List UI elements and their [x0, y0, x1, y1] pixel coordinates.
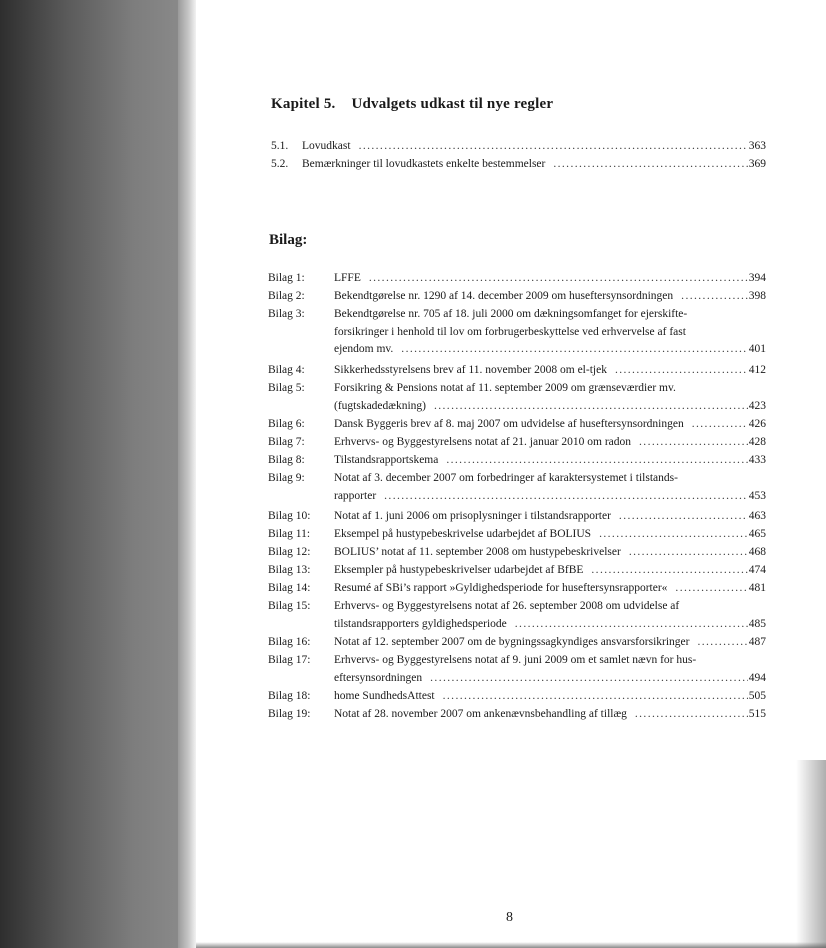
appendix-entry[interactable] [334, 580, 766, 597]
dot-leader [681, 288, 748, 305]
appendix-entry[interactable] [334, 398, 766, 415]
appendix-title-line: Erhvervs- og Byggestyrelsens notat af 26. september 2008 om udvidelse af [334, 600, 680, 612]
appendix-page: 487 [748, 636, 766, 648]
appendix-title-line: Forsikring & Pensions notat af 11. september 2009 om grænseværdier mv. [334, 382, 676, 394]
appendix-page: 474 [748, 564, 766, 576]
appendix-title-line: forsikringer i henhold til lov om forbrugerbeskyttelse ved erhvervelse af fast [334, 325, 686, 338]
appendix-title: Resumé af SBi’s rapport »Gyldighedsperiode for huseftersynsrapporter« [334, 582, 668, 594]
appendix-title: Sikkerhedsstyrelsens brev af 11. november 2008 om el-tjek [334, 364, 607, 376]
dot-leader [697, 634, 747, 651]
chapter-number: Kapitel 5. [271, 96, 336, 112]
appendix-label: Bilag 19: [268, 708, 311, 720]
chapter-heading [271, 96, 553, 113]
appendix-title: Dansk Byggeris brev af 8. maj 2007 om udvidelse af huseftersynsordningen [334, 418, 684, 430]
appendix-title: Notat af 12. september 2007 om de bygningssagkyndiges ansvarsforsikringer [334, 636, 690, 648]
dot-leader [599, 526, 748, 543]
document-page [196, 0, 826, 948]
appendix-page: 398 [748, 290, 766, 302]
appendix-title-line: Erhvervs- og Byggestyrelsens notat af 9. juni 2009 om et samlet nævn for hus- [334, 654, 697, 666]
appendix-title: (fugtskadedækning) [334, 399, 426, 412]
appendix-title: LFFE [334, 272, 361, 284]
appendix-page: 505 [748, 690, 766, 702]
dot-leader [446, 452, 747, 469]
appendix-label: Bilag 12: [268, 546, 311, 558]
appendix-entry[interactable] [334, 341, 766, 358]
appendix-title: rapporter [334, 489, 377, 502]
appendix-entry[interactable] [334, 706, 766, 723]
appendix-label: Bilag 2: [268, 290, 305, 302]
appendix-page: 468 [748, 546, 766, 558]
dot-leader [615, 362, 748, 379]
appendix-title: Erhvervs- og Byggestyrelsens notat af 21. januar 2010 om radon [334, 436, 632, 448]
dot-leader [635, 706, 748, 723]
dot-leader [401, 341, 747, 358]
toc-entry-title: Lovudkast [302, 140, 351, 152]
appendix-label: Bilag 1: [268, 272, 305, 284]
appendix-page: 515 [748, 708, 766, 720]
appendix-label: Bilag 4: [268, 364, 305, 376]
appendix-label: Bilag 11: [268, 528, 311, 540]
section-number: 5.2. [271, 158, 289, 170]
dot-leader [591, 562, 747, 579]
toc-entry-5-2[interactable] [302, 156, 766, 173]
appendix-label: Bilag 10: [268, 510, 311, 522]
scan-page-edge [178, 0, 196, 948]
appendix-label: Bilag 15: [268, 600, 311, 612]
toc-entry-5-1[interactable] [302, 138, 766, 155]
toc-entry-title: Bemærkninger til lovudkastets enkelte bestemmelser [302, 158, 546, 170]
appendix-page: 433 [748, 454, 766, 466]
appendix-entry[interactable] [334, 616, 766, 633]
appendix-title: Tilstandsrapportskema [334, 454, 439, 466]
dot-leader [692, 416, 748, 433]
dot-leader [443, 688, 748, 705]
appendix-label: Bilag 8: [268, 454, 305, 466]
appendix-title: tilstandsrapporters gyldighedsperiode [334, 617, 507, 630]
appendix-entry[interactable] [334, 488, 766, 505]
appendix-entry[interactable] [334, 434, 766, 451]
appendix-label: Bilag 18: [268, 690, 311, 702]
toc-entry-page: 363 [748, 140, 766, 152]
appendix-entry[interactable] [334, 452, 766, 469]
dot-leader [369, 270, 748, 287]
appendix-page: 428 [748, 436, 766, 448]
appendix-entry[interactable] [334, 526, 766, 543]
appendix-title-line: Notat af 3. december 2007 om forbedringer af karaktersystemet i tilstands- [334, 472, 678, 484]
appendix-heading: Bilag: [269, 232, 308, 248]
appendix-page: 463 [748, 510, 766, 522]
appendix-label: Bilag 5: [268, 382, 305, 394]
appendix-entry[interactable] [334, 688, 766, 705]
appendix-entry[interactable] [334, 508, 766, 525]
appendix-label: Bilag 6: [268, 418, 305, 430]
appendix-title-line: Bekendtgørelse nr. 705 af 18. juli 2000 om dækningsomfanget for ejerskifte- [334, 308, 688, 320]
appendix-title: Eksempler på hustypebeskrivelser udarbejdet af BfBE [334, 564, 584, 576]
appendix-page: 494 [748, 671, 766, 684]
section-number: 5.1. [271, 140, 289, 152]
appendix-page: 401 [748, 343, 766, 355]
dot-leader [384, 488, 748, 505]
appendix-entry[interactable] [334, 288, 766, 305]
appendix-entry[interactable] [334, 544, 766, 561]
appendix-title: Eksempel på hustypebeskrivelse udarbejdet af BOLIUS [334, 528, 592, 540]
appendix-title: Bekendtgørelse nr. 1290 af 14. december 2009 om huseftersynsordningen [334, 290, 674, 302]
dot-leader [359, 138, 748, 155]
appendix-title: Notat af 28. november 2007 om ankenævnsbehandling af tillæg [334, 708, 627, 720]
appendix-entry[interactable] [334, 634, 766, 651]
chapter-title: Udvalgets udkast til nye regler [351, 96, 554, 112]
appendix-page: 465 [748, 528, 766, 540]
appendix-title: eftersynsordningen [334, 671, 423, 684]
appendix-entry[interactable] [334, 362, 766, 379]
appendix-entry[interactable] [334, 670, 766, 687]
appendix-label: Bilag 16: [268, 636, 311, 648]
appendix-title: BOLIUS’ notat af 11. september 2008 om hustypebeskrivelser [334, 546, 621, 558]
appendix-title: home SundhedsAttest [334, 690, 435, 702]
appendix-label: Bilag 9: [268, 472, 305, 484]
appendix-entry[interactable] [334, 270, 766, 287]
appendix-page: 394 [748, 272, 766, 284]
appendix-page: 423 [748, 399, 766, 412]
dot-leader [515, 616, 748, 633]
appendix-label: Bilag 14: [268, 582, 311, 594]
dot-leader [619, 508, 748, 525]
dot-leader [434, 398, 748, 415]
appendix-page: 426 [748, 418, 766, 430]
toc-entry-page: 369 [748, 158, 766, 170]
dot-leader [639, 434, 748, 451]
dot-leader [430, 670, 748, 687]
dot-leader [675, 580, 747, 597]
appendix-page: 453 [748, 489, 766, 502]
appendix-page: 481 [748, 582, 766, 594]
appendix-entry[interactable] [334, 562, 766, 579]
appendix-label: Bilag 3: [268, 308, 305, 320]
appendix-label: Bilag 17: [268, 654, 311, 666]
dot-leader [553, 156, 747, 173]
appendix-title: Notat af 1. juni 2006 om prisoplysninger i tilstandsrapporter [334, 510, 611, 522]
page-number: 8 [506, 910, 513, 925]
scan-margin-dark [0, 0, 190, 948]
dot-leader [629, 544, 748, 561]
appendix-label: Bilag 13: [268, 564, 311, 576]
appendix-page: 412 [748, 364, 766, 376]
appendix-page: 485 [748, 617, 766, 630]
appendix-entry[interactable] [334, 416, 766, 433]
appendix-title: ejendom mv. [334, 343, 394, 355]
appendix-label: Bilag 7: [268, 436, 305, 448]
